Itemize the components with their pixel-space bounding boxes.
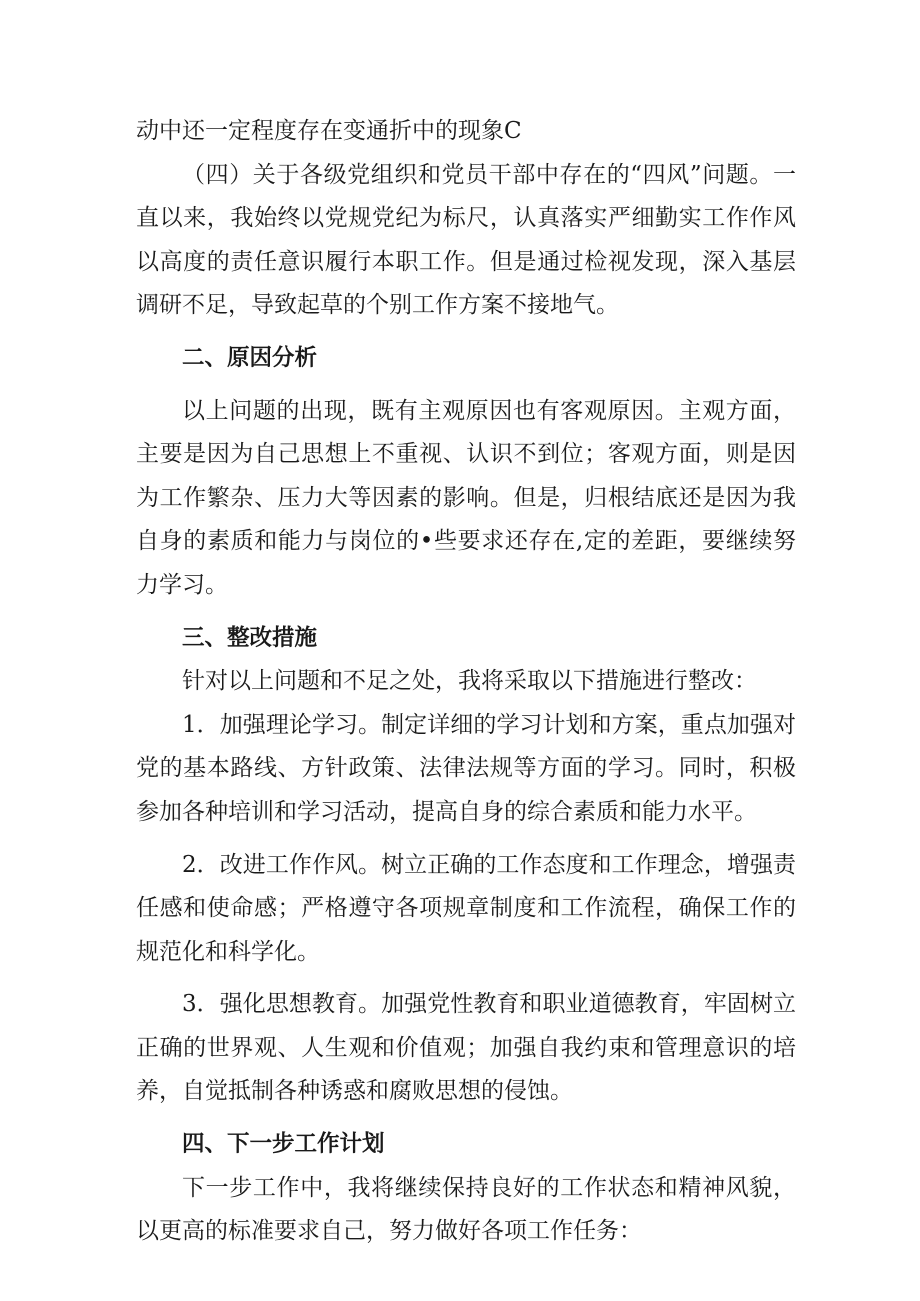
document-body	[136, 110, 796, 1254]
section-heading-cause-analysis: 二、原因分析	[182, 344, 318, 371]
paragraph-rectification-intro: 针对以上问题和不足之处，我将采取以下措施进行整改：	[182, 668, 757, 695]
paragraph-four-styles: （四）关于各级党组织和党员干部中存在的“四风”问题。一直以来，我始终以党规党纪为标尺，认真落实严细勤实工作作风以高度的责任意识履行本职工作。但是通过检视发现，深入基层调研不足，导致起草的个别工作方案不接地气。	[136, 161, 796, 319]
paragraph-cause-analysis: 以上问题的出现，既有主观原因也有客观原因。主观方面，主要是因为自己思想上不重视、认识不到位；客观方面，则是因为工作繁杂、压力大等因素的影响。但是，归根结底还是因为我自身的素质和能力与岗位的•些要求还存在,定的差距，要继续努力学习。	[136, 397, 796, 598]
section-heading-next-plan: 四、下一步工作计划	[182, 1131, 385, 1158]
paragraph-next-plan: 下一步工作中，我将继续保持良好的工作状态和精神风貌，以更高的标准要求自己，努力做好各项工作任务：	[136, 1174, 796, 1245]
list-item-ideology-education: 3．强化思想教育。加强党性教育和职业道德教育，牢固树立正确的世界观、人生观和价值观；加强自我约束和管理意识的培养，自觉抵制各种诱惑和腐败思想的侵蚀。	[136, 991, 796, 1105]
list-item-theory-study: 1．加强理论学习。制定详细的学习计划和方案，重点加强对党的基本路线、方针政策、法律法规等方面的学习。同时，积极参加各种培训和学习活动，提高自身的综合素质和能力水平。	[136, 711, 796, 825]
section-heading-rectification: 三、整改措施	[182, 624, 318, 651]
list-item-work-style: 2．改进工作作风。树立正确的工作态度和工作理念，增强责任感和使命感；严格遵守各项规章制度和工作流程，确保工作的规范化和科学化。	[136, 851, 796, 965]
paragraph-continuation: 动中还一定程度存在变通折中的现象C	[136, 118, 522, 144]
